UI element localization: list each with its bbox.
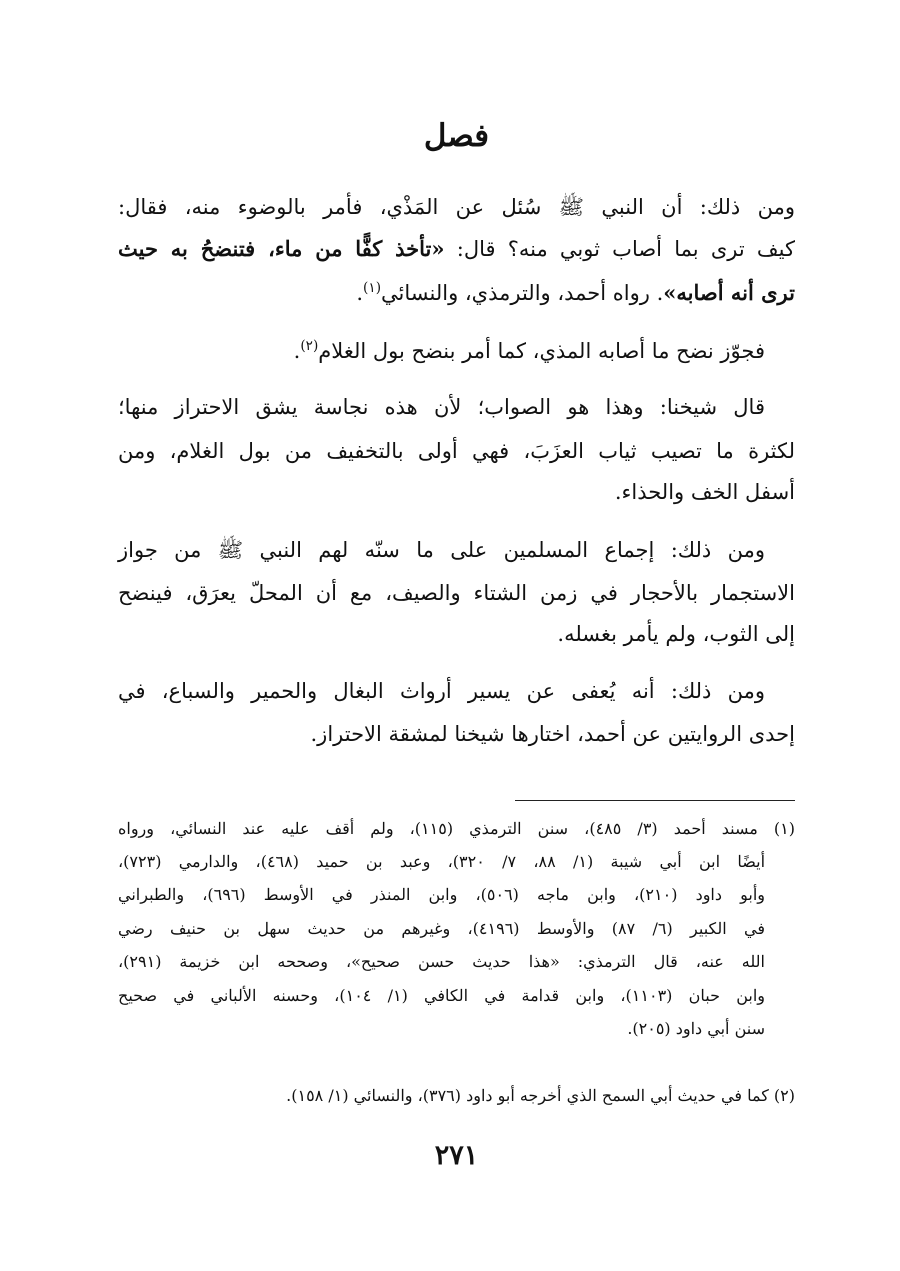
- body-line: [118, 614, 795, 654]
- footnote-line: [118, 813, 795, 845]
- text-run: ومن ذلك: أنه يُعفى عن يسير أرواث البغال والحمير والسباع، في: [118, 679, 765, 703]
- body-line: [118, 331, 795, 371]
- text-run: أسفل الخف والحذاء.: [614, 480, 795, 504]
- body-line: [118, 387, 795, 427]
- text-run: وأبو داود (٢١٠)، وابن ماجه (٥٠٦)، وابن المنذر في الأوسط (٦٩٦)، والطبراني: [118, 885, 766, 904]
- text-run: إحدى الروايتين عن أحمد، اختارها شيخنا لمشقة الاحتراز.: [310, 722, 795, 746]
- footnote-line: [118, 879, 795, 911]
- footnote-line: [118, 1080, 795, 1112]
- text-run: الله عنه، قال الترمذي: «هذا حديث حسن صحيح»، وصححه ابن خزيمة (٢٩١)،: [118, 952, 765, 971]
- text-run: قال شيخنا: وهذا هو الصواب؛ لأن هذه نجاسة يشق الاحتراز منها؛: [118, 395, 765, 419]
- footnote-ref: (٢): [300, 338, 319, 354]
- text-run: . رواه أحمد، والترمذي، والنسائي: [381, 281, 664, 305]
- body-line: [118, 671, 795, 711]
- footnote-separator: [515, 800, 795, 801]
- text-run: فجوّز نضح ما أصابه المذي، كما أمر بنضح بول الغلام: [318, 339, 765, 363]
- footnote-line: [118, 913, 795, 945]
- text-run: إلى الثوب، ولم يأمر بغسله.: [557, 622, 795, 646]
- text-run: لكثرة ما تصيب ثياب العزَبَ، فهي أولى بالتخفيف من بول الغلام، ومن: [118, 439, 795, 463]
- body-line: [118, 472, 795, 512]
- text-run: وابن حبان (١١٠٣)، وابن قدامة في الكافي (١/ ١٠٤)، وحسنه الألباني في صحيح: [118, 986, 766, 1005]
- body-line: [118, 229, 795, 269]
- body-line: [118, 431, 795, 471]
- footnote-line: [118, 980, 795, 1012]
- text-run: أيضًا ابن أبي شيبة (١/ ٨٨، ٧/ ٣٢٠)، وعبد بن حميد (٤٦٨)، والدارمي (٧٢٣)،: [118, 852, 766, 871]
- text-run: ومن ذلك: أن النبي ﷺ سُئل عن المَذْي، فأمر بالوضوء منه، فقال:: [118, 195, 795, 219]
- text-run: (٢) كما في حديث أبي السمح الذي أخرجه أبو داود (٣٧٦)، والنسائي (١/ ١٥٨).: [286, 1086, 795, 1105]
- hadith-quote: ترى أنه أصابه»: [663, 280, 795, 305]
- footnote-line: [118, 846, 795, 878]
- body-line: [118, 273, 795, 313]
- body-line: [118, 530, 795, 570]
- body-line: [118, 187, 795, 227]
- text-run: سنن أبي داود (٢٠٥).: [627, 1019, 765, 1038]
- footnote-ref: (١): [363, 280, 382, 296]
- body-line: [118, 573, 795, 613]
- text-run: (١) مسند أحمد (٣/ ٤٨٥)، سنن الترمذي (١١٥)، ولم أقف عليه عند النسائي، ورواه: [118, 819, 796, 838]
- text-run: الاستجمار بالأحجار في زمن الشتاء والصيف، مع أن المحلّ يعرَق، فينضح: [118, 581, 795, 605]
- text-run: .: [356, 281, 364, 305]
- footnote-line: [118, 1013, 795, 1045]
- text-run: .: [293, 339, 301, 363]
- footnote-line: [118, 946, 795, 978]
- text-run: ومن ذلك: إجماع المسلمين على ما سنّه لهم النبي ﷺ من جواز: [118, 538, 765, 562]
- hadith-quote: «تأخذ كفًّا من ماء، فتنضحُ به حيث: [118, 236, 445, 261]
- text-run: في الكبير (٦/ ٨٧) والأوسط (٤١٩٦)، وغيرهم من حديث سهل بن حنيف رضي: [118, 919, 765, 938]
- text-run: كيف ترى بما أصاب ثوبي منه؟ قال:: [444, 237, 795, 261]
- section-title: فصل: [423, 118, 490, 154]
- page-number: ٢٧١: [434, 1140, 479, 1171]
- body-line: [118, 714, 795, 754]
